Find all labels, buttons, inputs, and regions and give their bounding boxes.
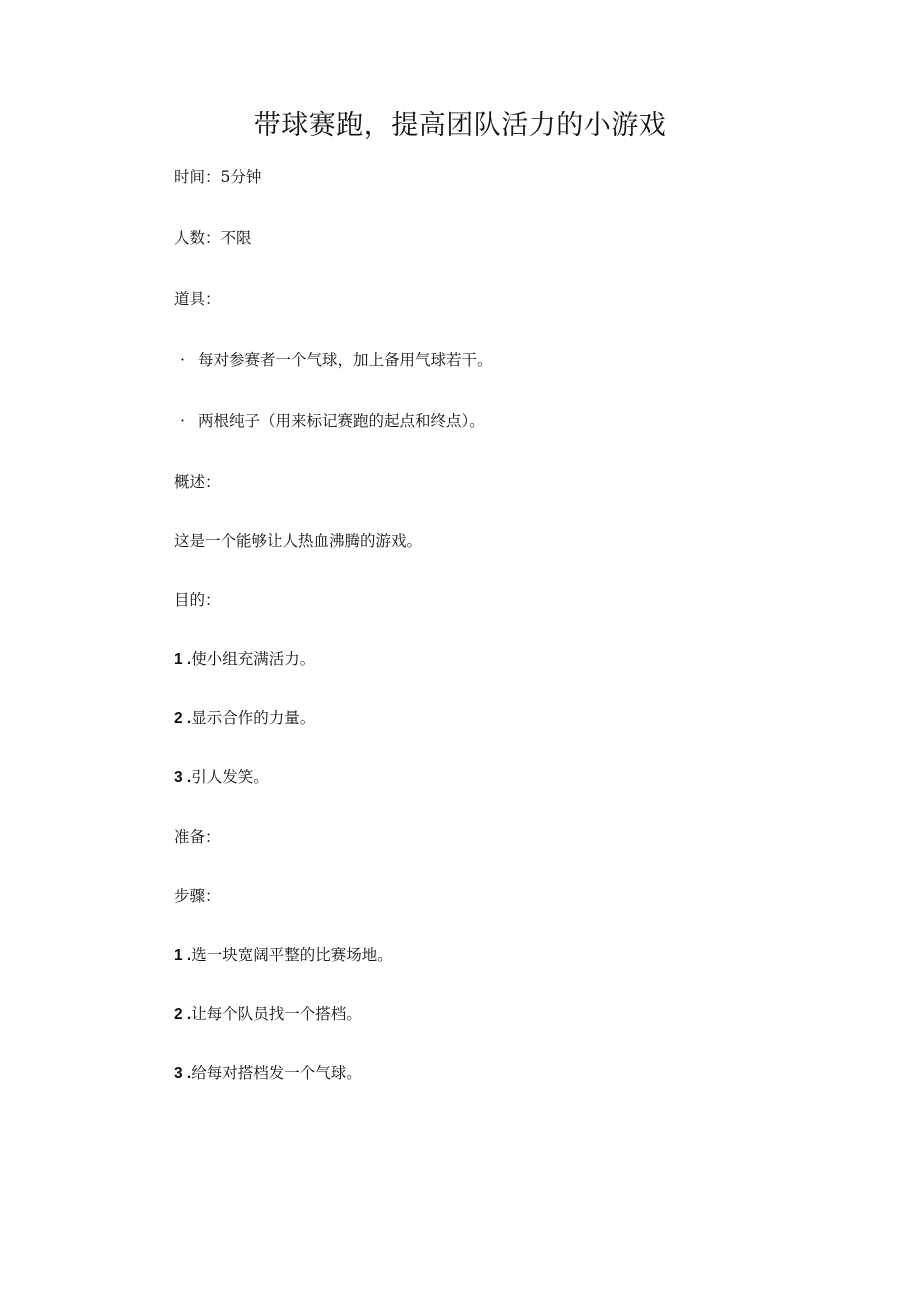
overview-heading: 概述： <box>174 473 221 491</box>
list-number: 3 . <box>174 769 192 786</box>
purpose-heading: 目的： <box>174 591 221 609</box>
list-number: 1 . <box>174 651 192 668</box>
list-number: 2 . <box>174 710 192 727</box>
props-item-text: 两根纯子（用来标记赛跑的起点和终点）。 <box>198 412 485 430</box>
step-item <box>174 1003 362 1026</box>
purpose-item <box>174 648 315 671</box>
steps-heading: 步骤： <box>174 887 221 905</box>
step-item-text: 让每个队员找一个搭档。 <box>191 1005 362 1023</box>
step-item <box>174 944 393 967</box>
list-number: 2 . <box>174 1006 192 1023</box>
list-number: 1 . <box>174 947 192 964</box>
overview-text: 这是一个能够让人热血沸腾的游戏。 <box>174 532 423 550</box>
purpose-item <box>174 766 269 789</box>
props-item <box>180 410 485 432</box>
document-title: 带球赛跑，提高团队活力的小游戏 <box>253 110 667 141</box>
props-heading: 道具： <box>174 290 221 308</box>
list-number: 3 . <box>174 1065 192 1082</box>
purpose-item <box>174 707 315 730</box>
props-item <box>180 349 493 371</box>
prep-heading: 准备： <box>174 828 221 846</box>
step-item <box>174 1062 362 1085</box>
people-line: 人数：不限 <box>174 229 252 247</box>
purpose-item-text: 显示合作的力量。 <box>191 709 316 727</box>
props-item-text: 每对参赛者一个气球，加上备用气球若干。 <box>198 351 493 369</box>
bullet-marker: · <box>180 412 185 430</box>
bullet-marker: · <box>180 351 185 369</box>
time-line: 时间：5分钟 <box>174 168 262 186</box>
step-item-text: 给每对搭档发一个气球。 <box>191 1064 362 1082</box>
purpose-item-text: 使小组充满活力。 <box>191 650 316 668</box>
purpose-item-text: 引人发笑。 <box>191 768 269 786</box>
step-item-text: 选一块宽阔平整的比赛场地。 <box>191 946 393 964</box>
